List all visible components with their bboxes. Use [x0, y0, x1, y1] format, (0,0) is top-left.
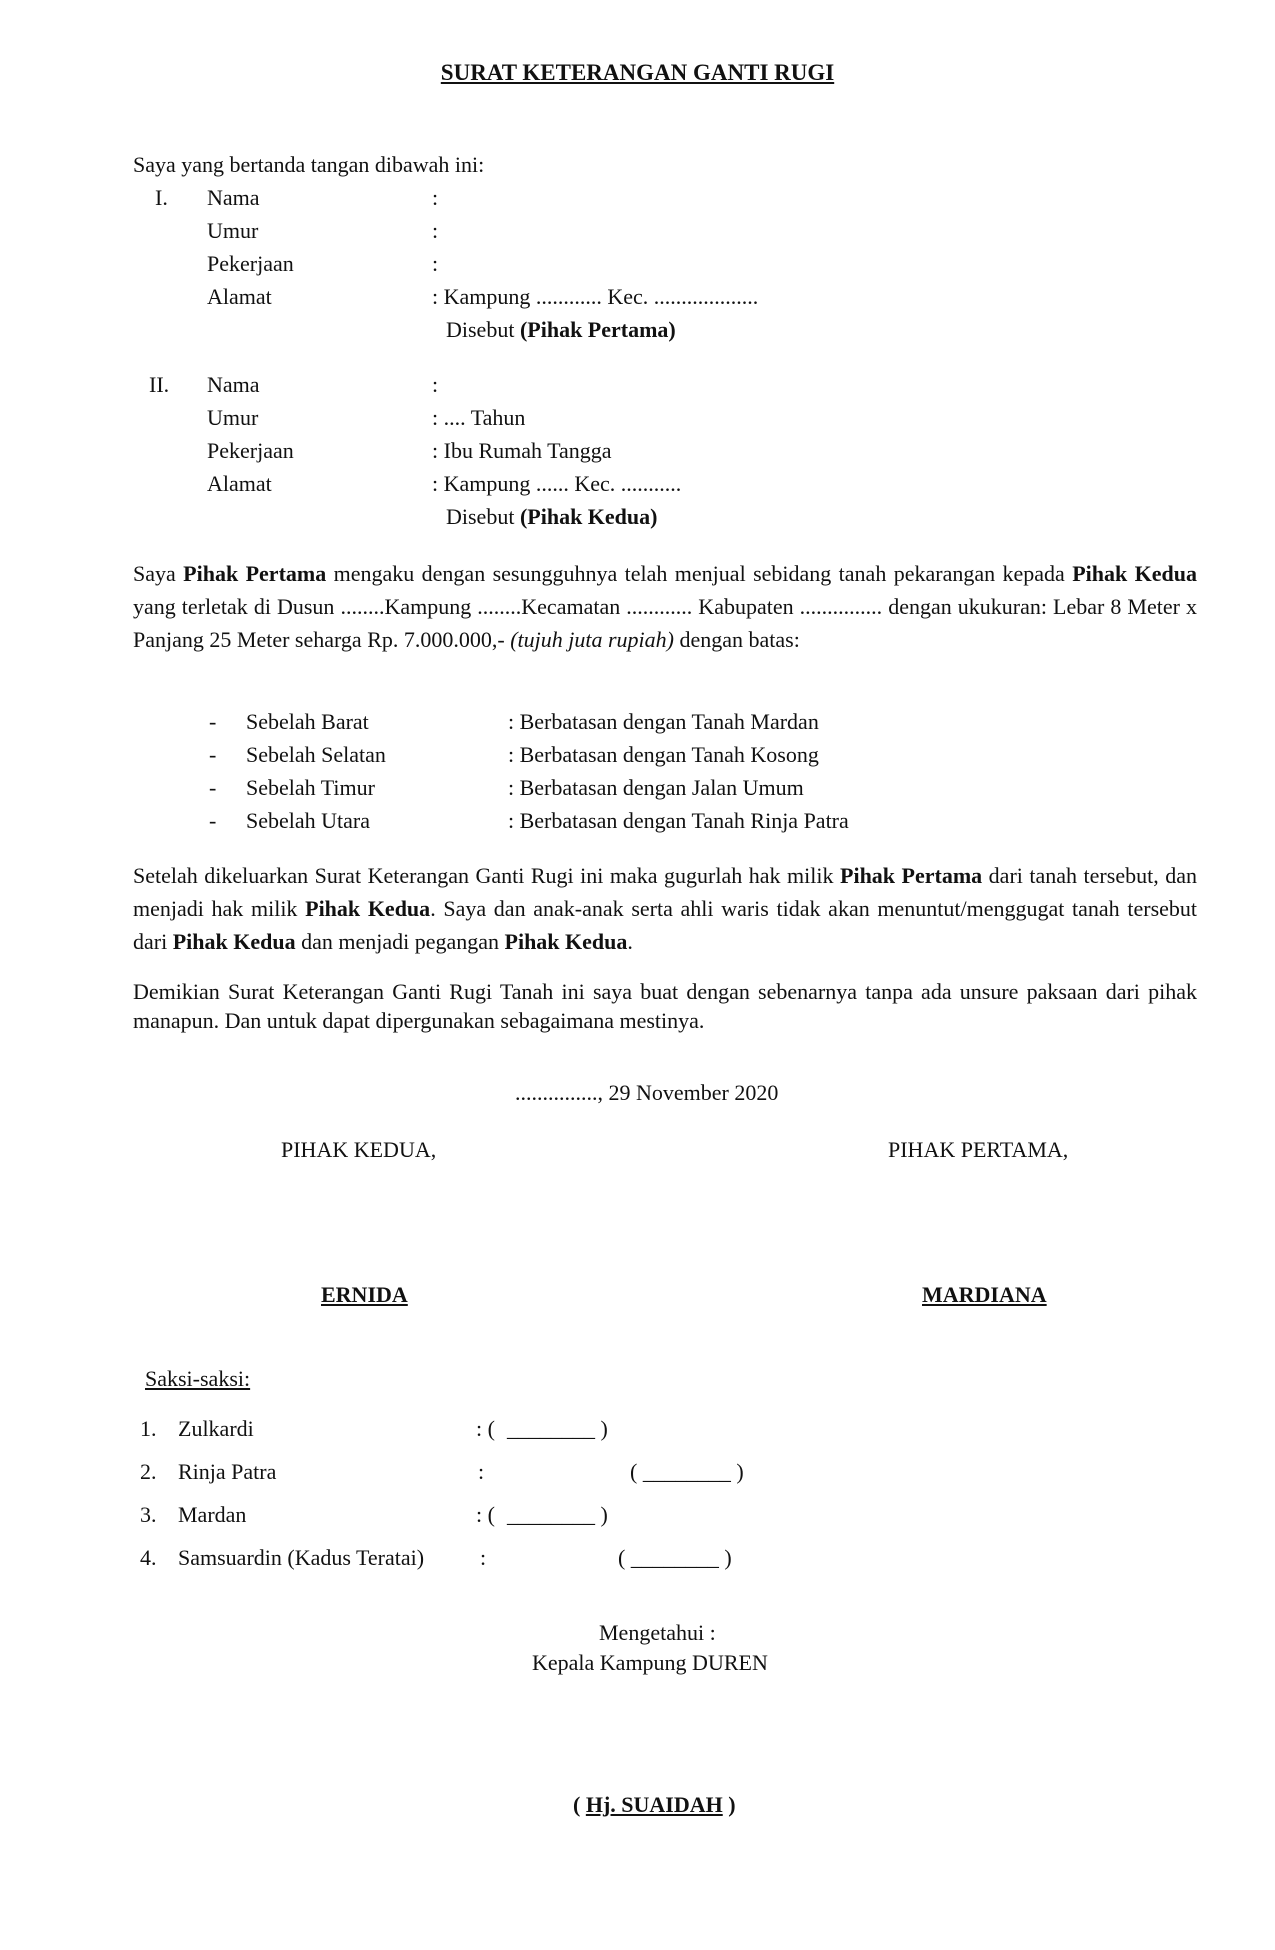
para1-italic-price: (tujuh juta rupiah) — [510, 627, 674, 652]
para2-bold-3: Pihak Kedua — [172, 929, 296, 954]
para2-bold-4: Pihak Kedua — [504, 929, 628, 954]
witness-number: 3. — [140, 1502, 157, 1527]
acknowledge-label: Mengetahui : — [599, 1620, 716, 1645]
witness-number: 1. — [140, 1416, 157, 1441]
party-two-called — [446, 504, 657, 530]
signature-name-right: MARDIANA — [922, 1282, 1047, 1307]
witness-colon: : ( — [476, 1416, 495, 1441]
acknowledge-position: Kepala Kampung DUREN — [532, 1650, 768, 1675]
party-two-age-label: Umur — [207, 405, 259, 430]
border-side: Sebelah Utara — [246, 808, 370, 833]
para2-bold-1: Pihak Pertama — [840, 863, 983, 888]
witness-signature-blank: ( ________ ) — [630, 1459, 744, 1484]
signature-role-right: PIHAK PERTAMA, — [888, 1137, 1069, 1162]
witness-name: Zulkardi — [178, 1416, 254, 1441]
witness-colon: : — [478, 1459, 485, 1484]
party-one-address-label: Alamat — [207, 284, 272, 309]
party-one-called-prefix: Disebut — [446, 317, 515, 342]
signature-role-left: PIHAK KEDUA, — [281, 1137, 437, 1162]
para1-text-1: Saya — [133, 561, 184, 586]
border-description: : Berbatasan dengan Tanah Kosong — [508, 742, 819, 767]
village-head-open-paren: ( — [573, 1792, 586, 1817]
witness-colon: : ( — [476, 1502, 495, 1527]
party-two-job-value: : Ibu Rumah Tangga — [432, 438, 612, 463]
village-head-signature — [573, 1792, 736, 1818]
village-head-name: Hj. SUAIDAH — [585, 1792, 723, 1817]
witness-name: Mardan — [178, 1502, 247, 1527]
para1-text-4: dengan batas: — [673, 627, 800, 652]
para2-bold-2: Pihak Kedua — [305, 896, 431, 921]
para1-text-3: yang terletak di Dusun ........Kampung ........Kecamatan ............ Kabupaten ............... dengan ukukuran: Lebar 8 Meter x Panjang 25 Meter seharga Rp. 7.000.000,- — [133, 594, 1197, 652]
witness-name: Samsuardin (Kadus Teratai) — [178, 1545, 425, 1570]
ownership-transfer-paragraph — [133, 859, 1197, 958]
party-two-age-value: : .... Tahun — [432, 405, 526, 430]
witness-name: Rinja Patra — [178, 1459, 277, 1484]
list-item-dash: - — [209, 775, 217, 800]
sale-statement-paragraph — [133, 557, 1197, 656]
party-one-role: (Pihak Pertama) — [519, 317, 676, 342]
signature-name-left: ERNIDA — [321, 1282, 408, 1307]
witness-signature-blank: ( ________ ) — [618, 1545, 732, 1570]
party-one-name-label: Nama — [207, 185, 260, 210]
party-one-address-value: : Kampung ............ Kec. ................... — [432, 284, 759, 309]
witness-signature-blank: ________ ) — [507, 1502, 608, 1527]
closing-paragraph: Demikian Surat Keterangan Ganti Rugi Tanah ini saya buat dengan sebenarnya tanpa ada unsure paksaan dari pihak manapun. Dan untuk dapat dipergunakan sebagaimana mestinya. — [133, 979, 1197, 1033]
party-one-age-label: Umur — [207, 218, 259, 243]
para2-text-1: Setelah dikeluarkan Surat Keterangan Ganti Rugi ini maka gugurlah hak milik — [133, 863, 841, 888]
party-one-name-value: : — [432, 185, 439, 210]
list-item-dash: - — [209, 808, 217, 833]
intro-text: Saya yang bertanda tangan dibawah ini: — [133, 152, 485, 177]
witness-number: 4. — [140, 1545, 157, 1570]
border-description: : Berbatasan dengan Tanah Rinja Patra — [508, 808, 849, 833]
party-two-numeral: II. — [149, 372, 170, 397]
document-date: ..............., 29 November 2020 — [515, 1080, 779, 1105]
document-title: SURAT KETERANGAN GANTI RUGI — [440, 60, 835, 85]
para1-text-2: mengaku dengan sesungguhnya telah menjual sebidang tanah pekarangan kepada — [326, 561, 1073, 586]
witness-signature-blank: ________ ) — [507, 1416, 608, 1441]
party-one-job-label: Pekerjaan — [207, 251, 294, 276]
para2-text-2: dari tanah tersebut, dan menjadi hak milik — [133, 863, 1197, 921]
party-two-name-value: : — [432, 372, 439, 397]
para1-bold-2: Pihak Kedua — [1072, 561, 1197, 586]
para2-text-4: dan menjadi pegangan — [295, 929, 505, 954]
list-item-dash: - — [209, 742, 217, 767]
border-description: : Berbatasan dengan Tanah Mardan — [508, 709, 819, 734]
party-two-address-value: : Kampung ...... Kec. ........... — [432, 471, 682, 496]
para2-text-5: . — [627, 929, 633, 954]
party-two-address-label: Alamat — [207, 471, 272, 496]
party-one-age-value: : — [432, 218, 439, 243]
party-two-called-prefix: Disebut — [446, 504, 515, 529]
border-description: : Berbatasan dengan Jalan Umum — [508, 775, 804, 800]
list-item-dash: - — [209, 709, 217, 734]
party-one-job-value: : — [432, 251, 439, 276]
witnesses-heading: Saksi-saksi: — [145, 1366, 251, 1391]
witness-colon: : — [480, 1545, 487, 1570]
para2-text-3: . Saya dan anak-anak serta ahli waris tidak akan menuntut/menggugat tanah tersebut dari — [133, 896, 1198, 954]
party-two-role: (Pihak Kedua) — [519, 504, 658, 529]
party-one-numeral: I. — [155, 185, 168, 210]
border-side: Sebelah Barat — [246, 709, 369, 734]
village-head-close-paren: ) — [722, 1792, 736, 1817]
party-two-name-label: Nama — [207, 372, 260, 397]
party-two-job-label: Pekerjaan — [207, 438, 294, 463]
border-side: Sebelah Timur — [246, 775, 375, 800]
witness-number: 2. — [140, 1459, 157, 1484]
party-one-called — [446, 317, 676, 343]
border-side: Sebelah Selatan — [246, 742, 386, 767]
para1-bold-1: Pihak Pertama — [183, 561, 327, 586]
